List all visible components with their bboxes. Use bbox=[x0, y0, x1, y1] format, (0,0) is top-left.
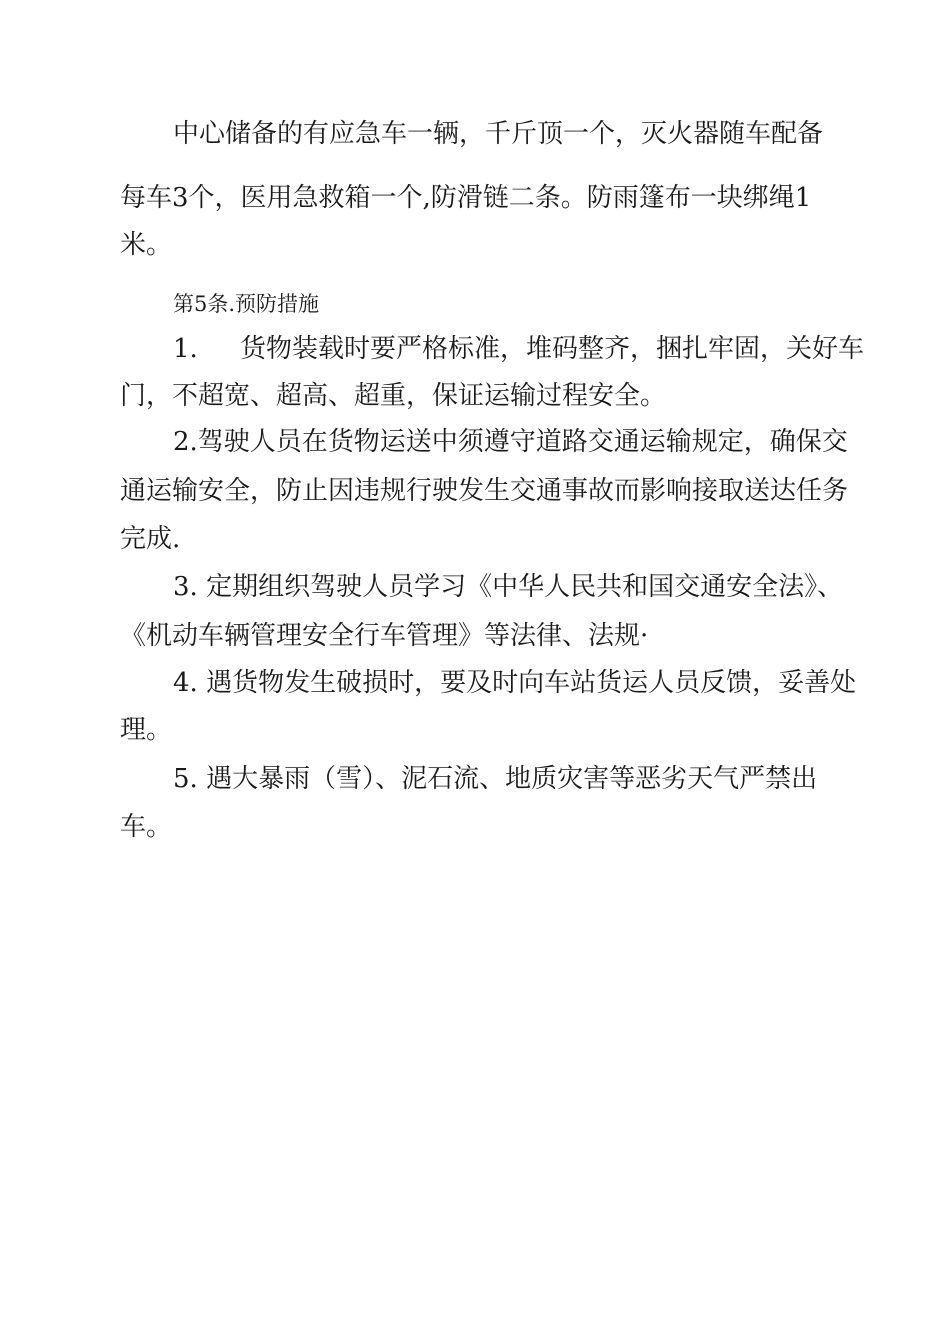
item-5-line-2: 车。 bbox=[120, 812, 173, 842]
section-heading: 第5条.预防措施 bbox=[173, 292, 320, 316]
item-3-line-2: 《机动车辆管理安全行车管理》等法律、法规· bbox=[120, 621, 649, 651]
item-4-line-2: 理。 bbox=[120, 715, 173, 745]
paragraph-1-line-1: 中心储备的有应急车一辆，千斤顶一个，灭火器随车配备 bbox=[173, 119, 824, 149]
paragraph-1-line-3: 米。 bbox=[120, 230, 173, 260]
paragraph-1-line-2: 每车3个，医用急救箱一个,防滑链二条。防雨篷布一块绑绳1 bbox=[120, 183, 812, 213]
item-1-line-1: 货物装载时要严格标准，堆码整齐，捆扎牢固，关好车 bbox=[240, 334, 865, 364]
item-1-line-2: 门，不超宽、超高、超重，保证运输过程安全。 bbox=[120, 381, 667, 411]
item-1-number: 1. bbox=[173, 334, 198, 364]
item-5-line-1: 5. 遇大暴雨（雪）、泥石流、地质灾害等恶劣天气严禁出 bbox=[173, 764, 818, 794]
item-2-line-2: 通运输安全，防止因违规行驶发生交通事故而影响接取送达任务 bbox=[120, 476, 849, 506]
item-3-line-1: 3. 定期组织驾驶人员学习《中华人民共和国交通安全法》、 bbox=[173, 572, 844, 602]
item-4-line-1: 4. 遇货物发生破损时，要及时向车站货运人员反馈，妥善处 bbox=[173, 668, 857, 698]
item-2-line-1: 2.驾驶人员在货物运送中须遵守道路交通运输规定，确保交 bbox=[173, 427, 848, 457]
item-2-line-3: 完成. bbox=[120, 524, 181, 554]
